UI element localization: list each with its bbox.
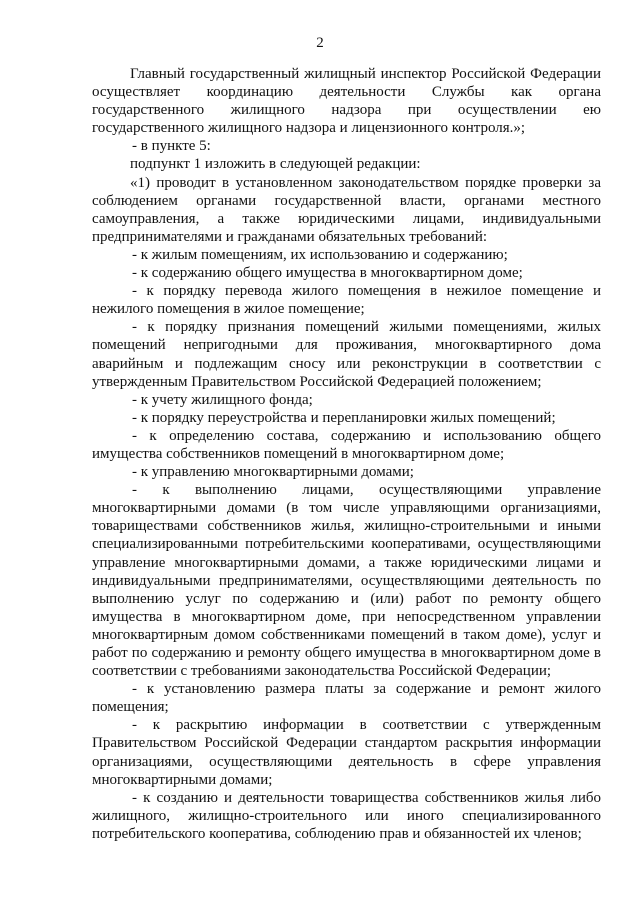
list-item-residential-premises: - к жилым помещениям, их использованию и содержанию; — [132, 246, 508, 263]
list-item-information-disclosure: - к раскрытию информации в соответствии с утвержденным Правительством Российской Федерации стандартом раскрытия информации организациями, осуществляющими деятельность в сфере управления многоквартирными домами; — [92, 717, 601, 788]
paragraph-item-5-heading: - в пункте 5: — [132, 138, 211, 155]
paragraph-inspections-intro: «1) проводит в установленном законодательством порядке проверки за соблюдением органами государственной власти, органами местного самоуправления, а также юридическими лицами, индивидуальными предпринимателями и гражданами обязательных требований: — [92, 174, 601, 245]
paragraph-inspector-coordination: Главный государственный жилищный инспектор Российской Федерации осуществляет координацию деятельности Службы как органа государственного жилищного надзора при осуществлении ею государственного жилищного надзора и лицензионного контроля.»; — [92, 66, 601, 137]
list-item-building-management: - к управлению многоквартирными домами; — [132, 464, 414, 481]
page-number: 2 — [316, 35, 324, 51]
list-item-maintenance-fee: - к установлению размера платы за содержание и ремонт жилого помещения; — [92, 681, 601, 716]
list-item-reconstruction-replanning: - к порядку переустройства и перепланировки жилых помещений; — [132, 409, 556, 426]
list-item-housing-stock-accounting: - к учету жилищного фонда; — [132, 391, 313, 408]
list-item-common-property-maintenance: - к содержанию общего имущества в многоквартирном доме; — [132, 265, 523, 282]
document-body — [92, 65, 601, 843]
list-item-management-services: - к выполнению лицами, осуществляющими управление многоквартирными домами (в том числе управляющими организациями, товариществами собственников жилья, жилищно-строительными и иными специализированными потребительскими кооперативами, осуществляющими управление многоквартирными домами, а также юридическими лицами и индивидуальными предпринимателями, осуществляющими деятельность по выполнению услуг по содержанию и (или) работ по ремонту общего имущества в многоквартирном доме, при непосредственном управлении многоквартирным домом собственниками помещений в таком доме), услуг и работ по содержанию и ремонту общего имущества в многоквартирном доме в соответствии с требованиями законодательства Российской Федерации; — [92, 482, 601, 680]
list-item-premises-recognition: - к порядку признания помещений жилыми помещениями, жилых помещений непригодными для проживания, многоквартирного дома аварийным и подлежащим сносу или реконструкции в соответствии с утвержденным Правительством Российской Федерацией положением; — [92, 319, 601, 390]
list-item-common-property-composition: - к определению состава, содержанию и использованию общего имущества собственников помещений в многоквартирном доме; — [92, 427, 601, 462]
list-item-homeowners-associations: - к созданию и деятельности товарищества собственников жилья либо жилищного, жилищно-строительного или иного специализированного потребительского кооператива, соблюдению прав и обязанностей их членов; — [92, 789, 601, 842]
paragraph-subitem-1-instruction: подпункт 1 изложить в следующей редакции: — [130, 156, 421, 173]
list-item-premises-conversion: - к порядку перевода жилого помещения в нежилое помещение и нежилого помещения в жилое помещение; — [92, 283, 601, 318]
